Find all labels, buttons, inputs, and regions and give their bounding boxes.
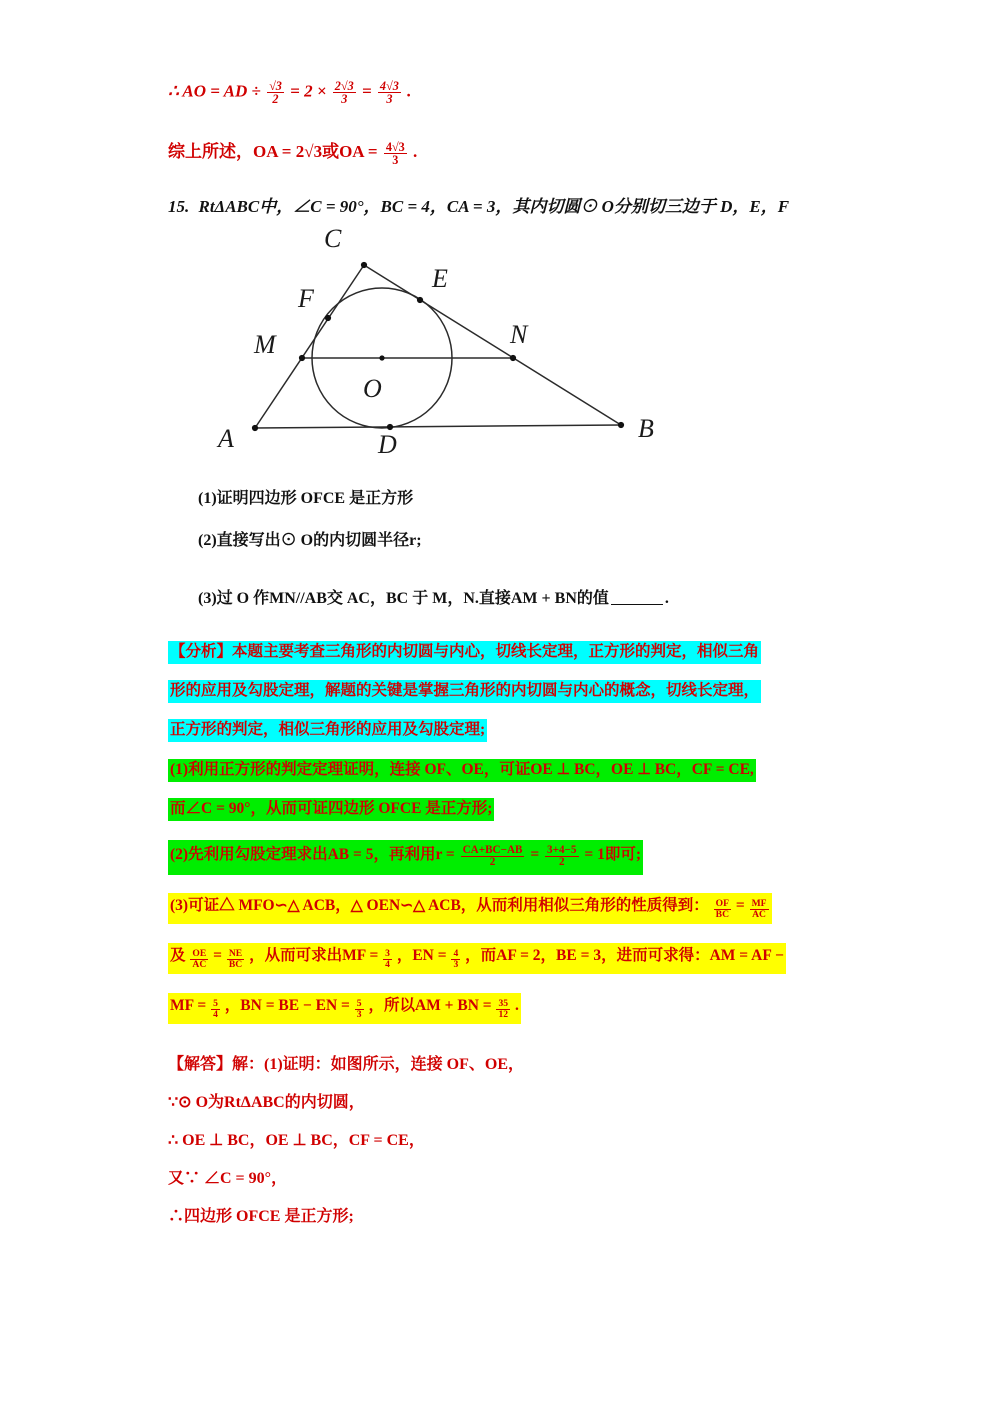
- solution-line-5: ∴四边形 OFCE 是正方形;: [168, 1208, 354, 1225]
- fraction-3-over-4: $\frac{3}{4}$: [385, 947, 390, 970]
- point-M: [299, 355, 305, 361]
- step3-line-2-mid: ，从而可求出MF =: [249, 947, 379, 964]
- step3-line-3-mid2: ，所以AM + BN =: [368, 997, 492, 1014]
- step3-line-3-period: .: [514, 997, 519, 1014]
- diagram-label-B: B: [638, 414, 654, 443]
- diagram-label-M: M: [254, 330, 276, 359]
- diagram-label-C: C: [324, 224, 342, 253]
- subquestion-2: (2)直接写出⊙ O的内切圆半径r;: [198, 532, 422, 549]
- step3-line-3-mid: ，BN = BE − EN =: [224, 997, 350, 1014]
- fraction-4sqrt3-over-3-b: $\frac{4√3}{3}$: [385, 139, 405, 168]
- step3-line-2-mid2: ，EN =: [396, 947, 447, 964]
- point-E: [417, 297, 423, 303]
- fraction-35-over-12: $\frac{35}{12}$: [498, 997, 509, 1020]
- fraction-4-over-3: $\frac{4}{3}$: [453, 947, 459, 970]
- carryover-line-1-prefix: ∴ AO = AD ÷: [168, 81, 261, 101]
- solution-line-2: ∵⊙ O为RtΔABC的内切圆，: [168, 1094, 365, 1111]
- carryover-line-1: [168, 80, 411, 106]
- fraction-2sqrt3-over-3: $\frac{2√3}{3}$: [334, 79, 354, 107]
- step3-line-2-equals: =: [213, 947, 222, 964]
- point-A: [252, 425, 258, 431]
- step3-line-2: [168, 943, 786, 974]
- fraction-5-over-3: $\frac{5}{3}$: [356, 997, 362, 1020]
- fraction-sqrt3-over-2: $\frac{√3}{2}$: [269, 79, 282, 107]
- diagram-label-N: N: [510, 320, 528, 349]
- step1-line-1: (1)利用正方形的判定定理证明，连接 OF、OE，可证OE ⊥ BC，OE ⊥ BC，CF = CE,: [168, 759, 756, 782]
- segment-AB: [255, 425, 621, 428]
- point-N: [510, 355, 516, 361]
- fraction-CA-BC-AB-over-2: $\frac{CA+BC-AB}{2}$: [462, 844, 523, 869]
- analysis-line-2: 形的应用及勾股定理，解题的关键是掌握三角形的内切圆与内心的概念，切线长定理，: [168, 680, 761, 703]
- point-O-center: [379, 355, 384, 360]
- diagram-label-E: E: [432, 264, 448, 293]
- fraction-NE-over-BC: $\frac{NE}{BC}$: [228, 947, 243, 970]
- step3-line-3: [168, 993, 521, 1024]
- fraction-MF-over-AC: $\frac{MF}{AC}$: [751, 897, 767, 920]
- fraction-4sqrt3-over-3: $\frac{4√3}{3}$: [379, 79, 399, 107]
- fraction-5-over-4: $\frac{5}{4}$: [213, 997, 218, 1020]
- diagram-label-F: F: [298, 284, 314, 313]
- solution-line-4: 又∵ ∠C = 90°，: [168, 1170, 288, 1187]
- step3-line-1-prefix: (3)可证△ MFO∽△ ACB，△ OEN∽△ ACB，从而利用相似三角形的性质得到：: [170, 897, 709, 914]
- step2-suffix: = 1即可;: [584, 845, 641, 863]
- fraction-OF-over-BC: $\frac{OF}{BC}$: [715, 897, 729, 920]
- carryover-line-1-mid: = 2 ×: [290, 81, 327, 101]
- step3-line-1-equals: =: [735, 897, 745, 914]
- analysis-line-3: 正方形的判定，相似三角形的应用及勾股定理;: [168, 719, 487, 742]
- question-15-heading: [168, 192, 789, 217]
- subquestion-3: [198, 585, 669, 608]
- fraction-OE-over-AC: $\frac{OE}{AC}$: [192, 947, 207, 970]
- step2-prefix: (2)先利用勾股定理求出AB = 5，再利用r =: [170, 845, 455, 863]
- answer-blank[interactable]: [611, 590, 663, 605]
- diagram-label-D: D: [378, 430, 397, 459]
- carryover-line-2-period: .: [413, 142, 418, 161]
- carryover-line-1-period: .: [407, 81, 412, 101]
- step3-line-3-prefix: MF =: [170, 997, 207, 1014]
- step3-line-1: [168, 893, 772, 924]
- diagram-label-O: O: [363, 374, 382, 403]
- segment-CB: [364, 265, 621, 425]
- diagram-label-A: A: [218, 424, 234, 453]
- carryover-line-1-equals: =: [361, 81, 372, 101]
- carryover-line-2: [168, 137, 417, 167]
- subquestion-3-period: .: [664, 590, 669, 607]
- geometry-diagram: [180, 222, 700, 472]
- question-text: RtΔABC中，∠C = 90°，BC = 4，CA = 3，其内切圆⊙ O分别切三边于 D，E，F: [198, 197, 790, 216]
- step2-equals: =: [530, 845, 540, 863]
- solution-line-3: ∴ OE ⊥ BC，OE ⊥ BC，CF = CE，: [168, 1132, 425, 1149]
- point-B: [618, 422, 624, 428]
- step1-line-2: 而∠C = 90°，从而可证四边形 OFCE 是正方形;: [168, 798, 494, 821]
- step3-line-2-prefix: 及: [170, 947, 186, 964]
- point-F: [325, 315, 331, 321]
- solution-line-1: 【解答】解：(1)证明：如图所示，连接 OF、OE，: [168, 1056, 524, 1073]
- question-number: 15.: [168, 197, 190, 216]
- point-C: [361, 262, 367, 268]
- subquestion-3-text: (3)过 O 作MN//AB交 AC，BC 于 M，N.直接AM + BN的值: [198, 590, 609, 607]
- carryover-line-2-prefix: 综上所述，OA = 2√3或OA =: [168, 142, 378, 161]
- analysis-line-1: 【分析】本题主要考查三角形的内切圆与内心，切线长定理，正方形的判定，相似三角: [168, 641, 761, 664]
- step3-line-2-mid3: ，而AF = 2，BE = 3，进而可求得：AM = AF −: [465, 947, 784, 964]
- step2-line: [168, 840, 643, 875]
- fraction-3plus4minus5-over-2: $\frac{3+4-5}{2}$: [547, 844, 577, 869]
- subquestion-1: (1)证明四边形 OFCE 是正方形: [198, 490, 414, 507]
